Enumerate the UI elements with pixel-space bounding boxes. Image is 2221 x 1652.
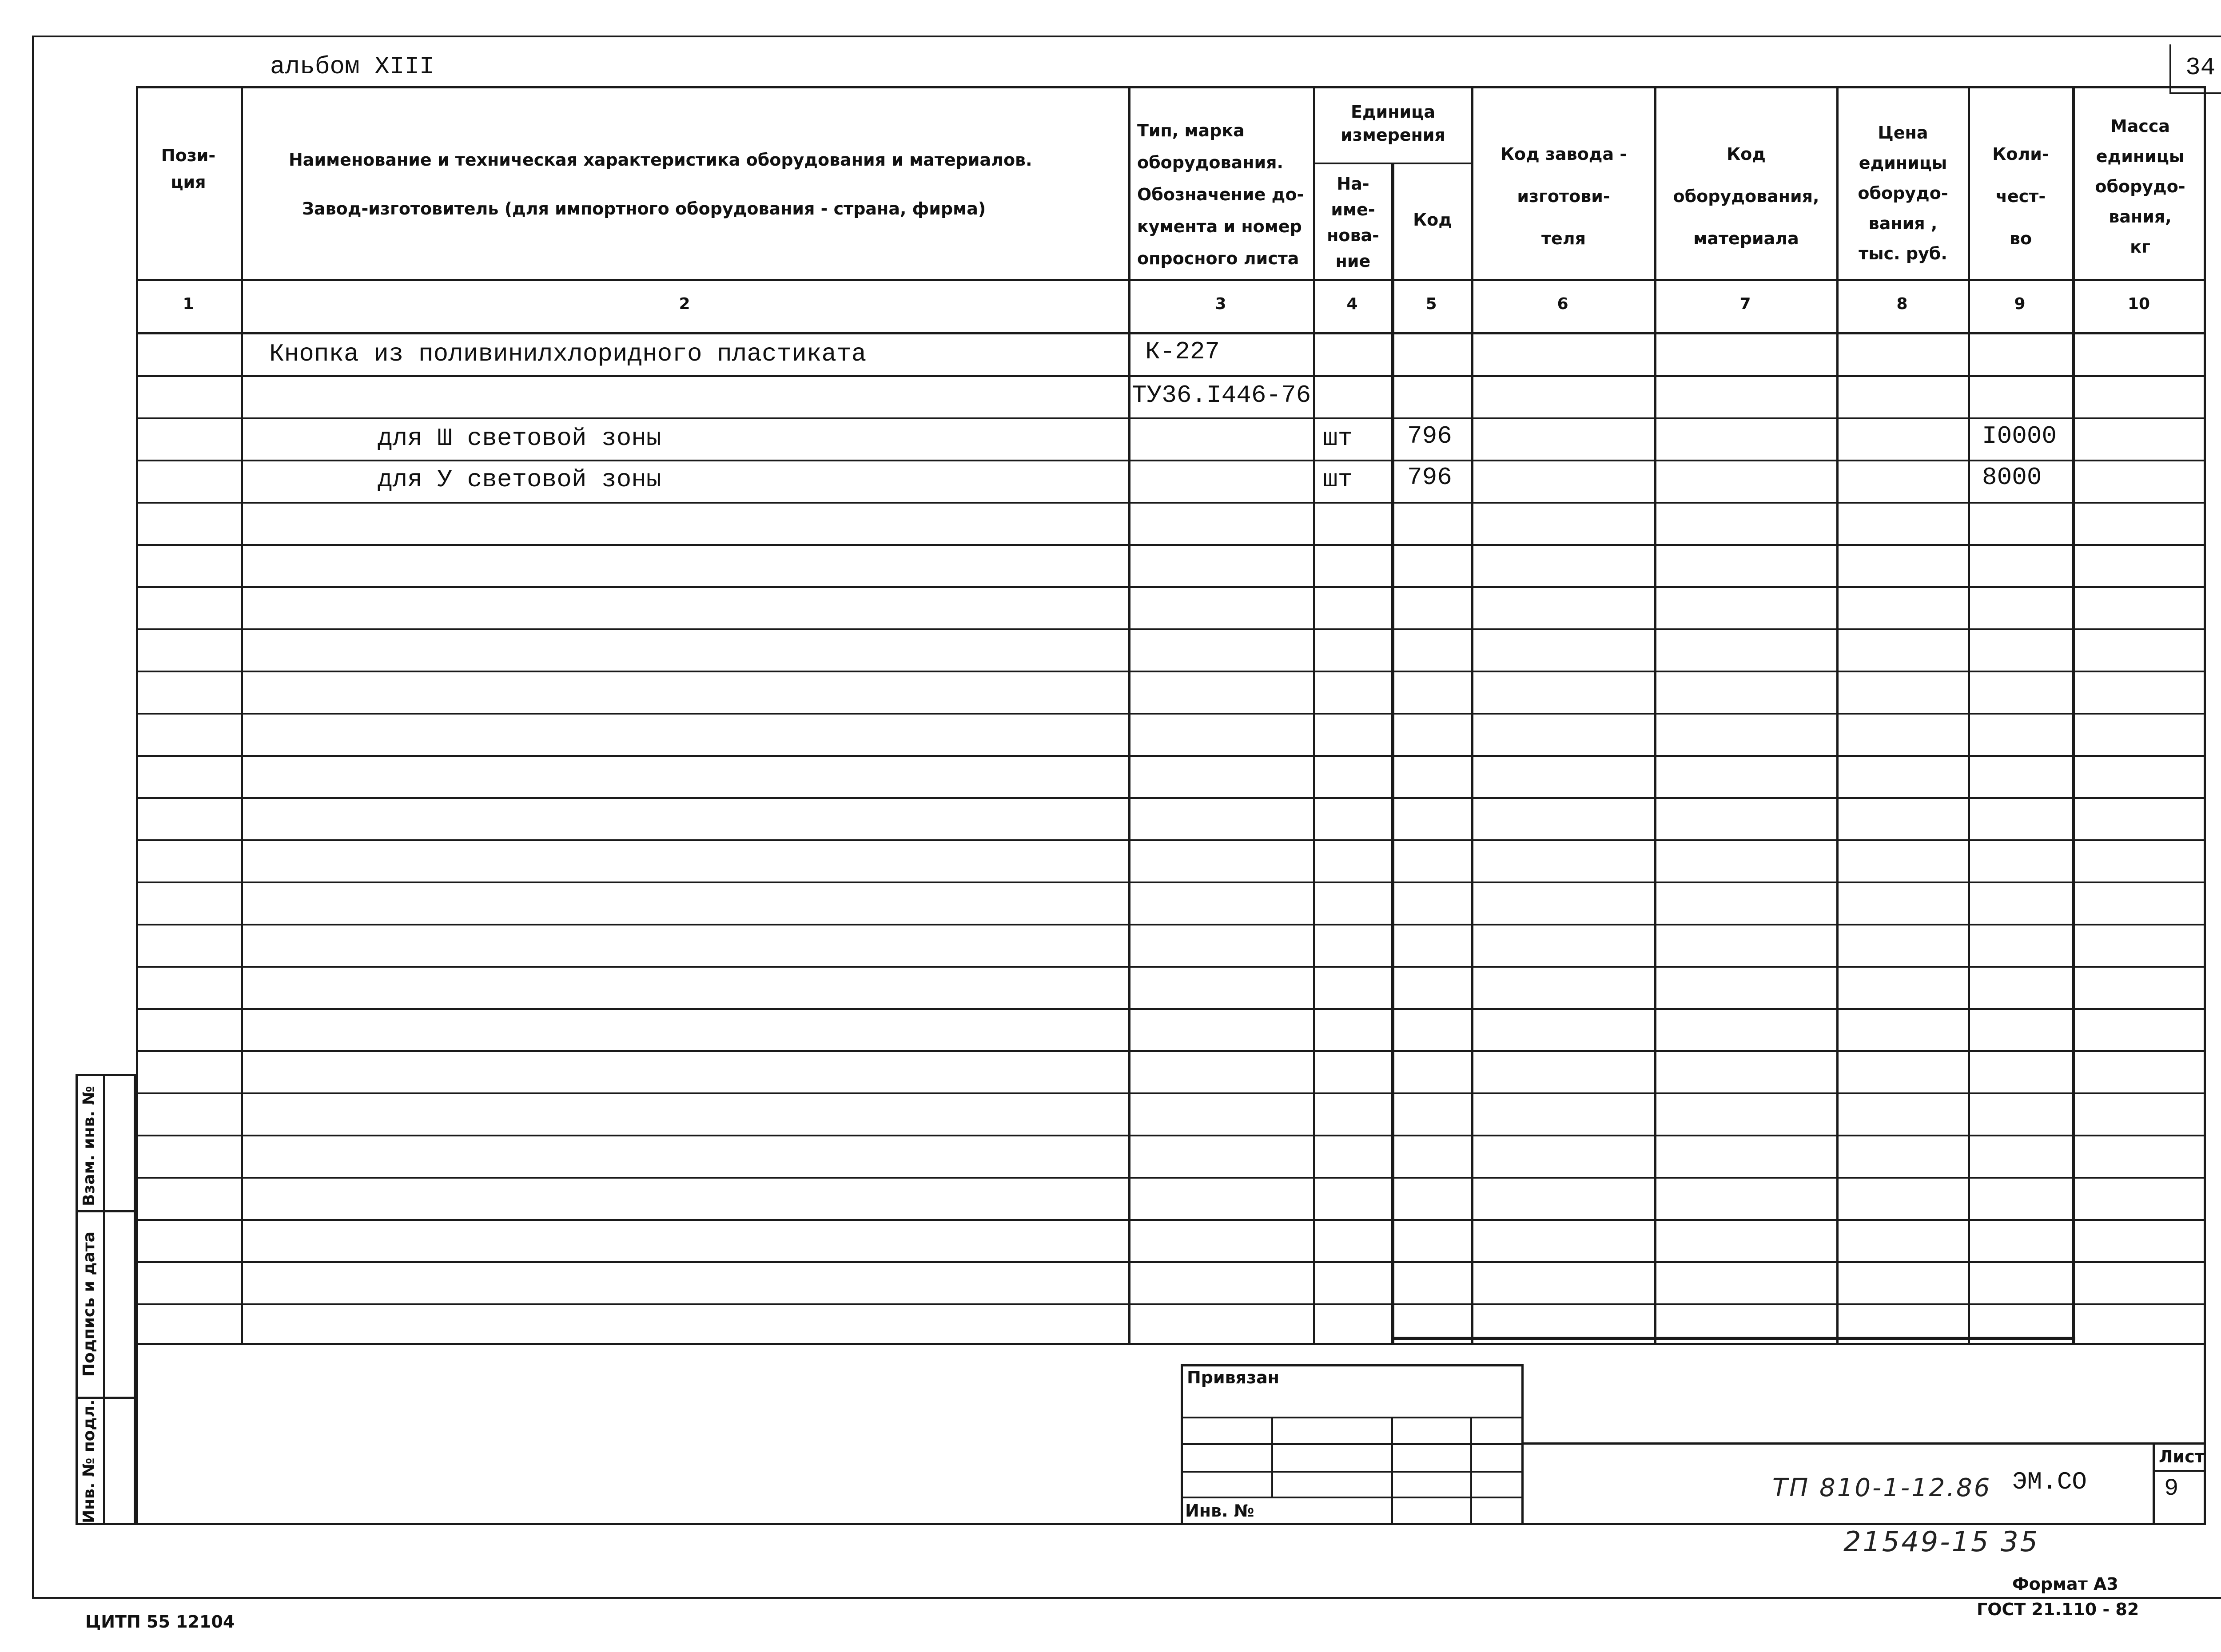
row-3-name: для Ш световой зоны (378, 424, 661, 453)
colnum-8: 8 (1896, 295, 1908, 313)
hdr-equipment-code-l1: Код (1727, 144, 1766, 164)
handwritten-number: 21549-15 35 (1843, 1525, 2040, 1558)
format-label: Формат А3 (2012, 1574, 2118, 1594)
hdr-factory-code-l3: теля (1541, 229, 1586, 248)
colnum-1: 1 (183, 295, 194, 313)
header-bottom-line (136, 279, 2206, 281)
hdr-unit-name-l2: име- (1331, 200, 1375, 219)
hdr-quantity-l1: Коли- (1992, 144, 2049, 164)
row-separator (136, 671, 2206, 672)
side-stamp-line-1 (76, 1210, 136, 1212)
row-separator (136, 1135, 2206, 1136)
row-4-name: для У световой зоны (378, 465, 661, 494)
row-4-code: 796 (1407, 463, 1452, 492)
hdr-unit-name (1315, 171, 1391, 274)
colnum-3: 3 (1215, 295, 1226, 313)
hdr-position-l1: Пози- (161, 146, 216, 165)
binding-line-2 (1181, 1443, 1524, 1445)
hdr-quantity (1970, 133, 2072, 260)
row-separator (136, 966, 2206, 968)
binding-vline-3 (1470, 1417, 1472, 1525)
sheet-box-divider (2153, 1470, 2206, 1472)
inventory-label: Инв. № (1185, 1501, 1254, 1521)
colnum-4: 4 (1346, 295, 1358, 313)
row-separator (136, 502, 2206, 504)
hdr-price-l2: единицы (1859, 153, 1947, 173)
row-separator (136, 1050, 2206, 1052)
hdr-type (1137, 115, 1310, 274)
side-label-inventory: Инв. № подл. (80, 1399, 98, 1523)
col-line-8 (1968, 86, 1970, 1345)
hdr-name-l2: Завод-изготовитель (для импортного оборудования - страна, фирма) (302, 199, 986, 218)
hdr-mass-l5: кг (2130, 237, 2150, 257)
row-separator (136, 755, 2206, 757)
hdr-type-l2: оборудования. (1137, 153, 1283, 172)
row-3-unit: шт (1323, 424, 1353, 453)
row-3-qty: I0000 (1982, 422, 2057, 450)
binding-vline-2 (1391, 1417, 1393, 1525)
hdr-type-l3: Обозначение до- (1137, 185, 1304, 204)
colnum-5: 5 (1425, 295, 1437, 313)
col-line-7 (1836, 86, 1839, 1345)
colnum-10: 10 (2127, 295, 2150, 313)
hdr-factory-code-l1: Код завода - (1500, 144, 1627, 164)
hdr-mass-l4: вания, (2109, 207, 2172, 226)
side-stamp-divider (103, 1074, 105, 1525)
row-separator (136, 375, 2206, 377)
col-line-2 (1128, 86, 1130, 1345)
col-line-6 (1654, 86, 1656, 1345)
side-label-signature: Подпись и дата (80, 1231, 98, 1377)
side-label-replacement: Взам. инв. № (80, 1086, 98, 1206)
hdr-unit-name-l1: На- (1337, 174, 1369, 194)
designation-code: ЭМ.СО (2012, 1468, 2087, 1496)
binding-line-1 (1181, 1417, 1524, 1418)
binding-vline-1 (1271, 1417, 1273, 1497)
hdr-unit-code: Код (1413, 210, 1452, 230)
sheet-number: 9 (2164, 1475, 2179, 1502)
hdr-price-l3: оборудо- (1858, 183, 1948, 203)
hdr-price (1838, 118, 1968, 269)
hdr-type-l5: опросного листа (1137, 249, 1299, 268)
colnum-7: 7 (1739, 295, 1751, 313)
row-separator (136, 924, 2206, 925)
row-1-name: Кнопка из поливинилхлоридного пластиката (269, 340, 867, 368)
col-line-5 (1471, 86, 1473, 1345)
row-separator (136, 1177, 2206, 1179)
hdr-type-l1: Тип, марка (1137, 121, 1245, 140)
hdr-equipment-code-l3: материала (1693, 229, 1799, 248)
hdr-type-l4: кумента и номер (1137, 217, 1302, 236)
hdr-unit-name-l3: нова- (1327, 226, 1379, 245)
hdr-unit-l1: Единица (1351, 102, 1435, 122)
row-separator (136, 1092, 2206, 1094)
hdr-mass (2074, 111, 2206, 262)
colnum-2: 2 (679, 295, 690, 313)
row-separator (136, 1008, 2206, 1010)
page-number: 34 (2185, 53, 2216, 82)
designation: ТП 810-1-12.86 (1772, 1473, 1992, 1502)
row-3-code: 796 (1407, 422, 1452, 450)
hdr-quantity-l2: чест- (1995, 187, 2046, 206)
col-line-4 (1391, 163, 1394, 1345)
colnum-bottom-line (136, 332, 2206, 334)
colnum-6: 6 (1557, 295, 1568, 313)
album-title: альбом XIII (270, 52, 434, 81)
hdr-unit-l2: измерения (1341, 125, 1445, 145)
table-rows-bottom (136, 1343, 2206, 1345)
hdr-factory-code (1473, 133, 1654, 260)
col-line-9 (2072, 86, 2075, 1345)
hdr-position-l2: ция (171, 172, 206, 192)
row-separator (136, 1303, 2206, 1305)
row-separator (136, 460, 2206, 461)
row-separator (136, 628, 2206, 630)
col-line-1 (241, 86, 243, 1345)
designation-top-line (1524, 1442, 2206, 1445)
hdr-name-l1: Наименование и техническая характеристика оборудования и материалов. (289, 150, 1032, 170)
row-separator (136, 1261, 2206, 1263)
row-separator (136, 797, 2206, 799)
row-separator (136, 713, 2206, 715)
side-stamp-line-2 (76, 1397, 136, 1399)
col-line-3 (1313, 86, 1315, 1345)
hdr-mass-l2: единицы (2096, 147, 2185, 166)
row-separator (136, 839, 2206, 841)
row-separator (136, 882, 2206, 883)
hdr-equipment-code-l2: оборудования, (1673, 187, 1819, 206)
hdr-equipment-code (1656, 133, 1836, 260)
binding-line-3 (1181, 1471, 1524, 1473)
hdr-price-l5: тыс. руб. (1859, 244, 1947, 263)
gost-label: ГОСТ 21.110 - 82 (1977, 1600, 2139, 1619)
colnum-9: 9 (2014, 295, 2026, 313)
row-4-unit: шт (1323, 465, 1353, 494)
hdr-mass-l3: оборудо- (2095, 177, 2185, 196)
hdr-quantity-l3: во (2009, 229, 2032, 248)
hdr-position (136, 142, 241, 195)
sheet-label: Лист (2159, 1447, 2205, 1466)
hdr-mass-l1: Масса (2110, 116, 2170, 136)
row-separator (136, 586, 2206, 588)
row-separator (136, 417, 2206, 419)
row-separator (136, 544, 2206, 546)
hdr-factory-code-l2: изготови- (1517, 187, 1610, 206)
hdr-unit-name-l4: ние (1335, 251, 1371, 271)
hdr-name (289, 135, 1032, 233)
row-separator (136, 1219, 2206, 1221)
hdr-unit (1315, 100, 1471, 147)
row-1-type: К-227 (1145, 338, 1220, 366)
hdr-price-l4: вания , (1868, 214, 1938, 233)
row-2-type: ТУ36.I446-76 (1132, 381, 1311, 409)
binding-label: Привязан (1187, 1368, 1280, 1387)
printer-code: ЦИТП 55 12104 (85, 1612, 235, 1632)
inner-box-bottom (1391, 1337, 2075, 1340)
row-4-qty: 8000 (1982, 463, 2042, 492)
hdr-price-l1: Цена (1878, 123, 1928, 143)
binding-line-4 (1181, 1497, 1524, 1498)
